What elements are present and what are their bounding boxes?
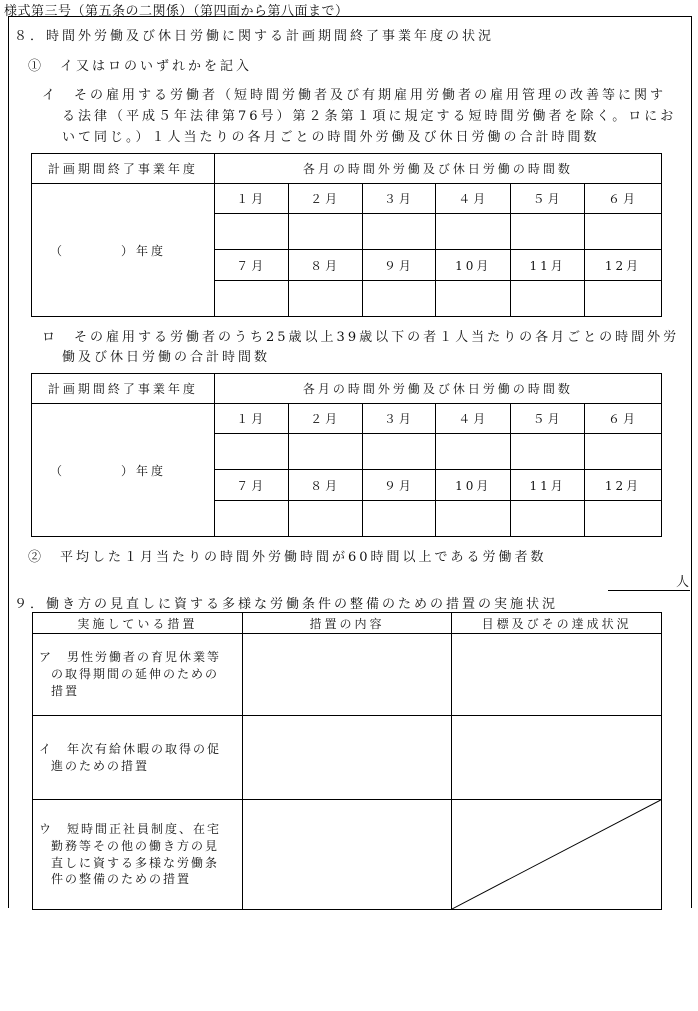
month-label: ７月 — [214, 250, 288, 281]
sub1-i-line2: る法律（平成５年法律第76号）第２条第１項に規定する短時間労働者を除く。ロにお — [62, 109, 677, 124]
month-label: ８月 — [288, 470, 362, 501]
col-header-fiscal-year: 計画期間終了事業年度 — [32, 374, 215, 404]
hours-input-cell[interactable] — [511, 281, 585, 317]
hours-input-cell[interactable] — [511, 434, 585, 470]
col-header-monthly-hours: 各月の時間外労働及び休日労働の時間数 — [214, 374, 661, 404]
month-label: 10月 — [436, 250, 511, 281]
measure-label-line: 件の整備のための措置 — [51, 872, 192, 887]
sub1-heading: ① イ又はロのいずれかを記入 — [28, 59, 253, 74]
measure-content-cell[interactable] — [242, 716, 452, 800]
month-label: ６月 — [585, 184, 662, 214]
sub1-ro-line2: 働及び休日労働の合計時間数 — [62, 350, 271, 365]
hours-input-cell[interactable] — [362, 434, 436, 470]
hours-input-cell[interactable] — [585, 281, 662, 317]
measures-table — [32, 612, 662, 910]
hours-input-cell[interactable] — [585, 501, 662, 537]
measure-goal-cell[interactable] — [452, 716, 662, 800]
year-open-paren: （ — [50, 463, 66, 478]
hours-input-cell[interactable] — [362, 214, 436, 250]
diagonal-strike-line — [452, 800, 661, 909]
month-label: ４月 — [436, 404, 511, 434]
month-label: ８月 — [288, 250, 362, 281]
hours-input-cell[interactable] — [511, 501, 585, 537]
measures-col-header: 目標及びその達成状況 — [452, 613, 662, 634]
col-header-fiscal-year: 計画期間終了事業年度 — [32, 154, 215, 184]
month-label: １月 — [214, 184, 288, 214]
month-label: ９月 — [362, 250, 436, 281]
month-label: 12月 — [585, 250, 662, 281]
col-header-monthly-hours: 各月の時間外労働及び休日労働の時間数 — [214, 154, 661, 184]
worker-count-unit: 人 — [676, 575, 693, 590]
measure-label-line: 直しに資する多様な労働条 — [51, 855, 220, 870]
month-label: ５月 — [511, 184, 585, 214]
month-label: ２月 — [288, 404, 362, 434]
month-label: 11月 — [511, 250, 585, 281]
month-label: ５月 — [511, 404, 585, 434]
month-label: 11月 — [511, 470, 585, 501]
hours-input-cell[interactable] — [214, 501, 288, 537]
hours-input-cell[interactable] — [511, 214, 585, 250]
year-close-label: ）年度 — [121, 243, 167, 258]
hours-input-cell[interactable] — [436, 501, 511, 537]
month-label: 10月 — [436, 470, 511, 501]
measure-row-label — [33, 800, 243, 910]
year-open-paren: （ — [50, 243, 66, 258]
measure-label-line: ウ 短時間正社員制度、在宅 — [39, 821, 222, 836]
measure-row-label — [33, 716, 243, 800]
hours-input-cell[interactable] — [288, 434, 362, 470]
hours-input-cell[interactable] — [436, 281, 511, 317]
hours-input-cell[interactable] — [362, 281, 436, 317]
month-label: ２月 — [288, 184, 362, 214]
measure-label-line: 進のための措置 — [51, 758, 150, 773]
frame-top-border — [8, 16, 691, 17]
measures-col-header: 措置の内容 — [242, 613, 452, 634]
fiscal-year-cell[interactable] — [32, 404, 215, 537]
hours-input-cell[interactable] — [585, 434, 662, 470]
monthly-hours-table-25-39 — [31, 373, 662, 537]
form-title: 様式第三号（第五条の二関係）（第四面から第八面まで） — [4, 4, 349, 19]
hours-input-cell[interactable] — [288, 214, 362, 250]
measure-label-line: 措置 — [51, 683, 80, 698]
hours-input-cell[interactable] — [585, 214, 662, 250]
month-label: 12月 — [585, 470, 662, 501]
section9-heading: ９．働き方の見直しに資する多様な労働条件の整備のための措置の実施状況 — [14, 597, 559, 612]
monthly-hours-table-all — [31, 153, 662, 317]
sub1-ro-line1: ロ その雇用する労働者のうち25歳以上39歳以下の者１人当たりの各月ごとの時間外労 — [42, 330, 680, 345]
hours-input-cell[interactable] — [214, 214, 288, 250]
month-label: ４月 — [436, 184, 511, 214]
measures-col-header: 実施している措置 — [33, 613, 243, 634]
measure-content-cell[interactable] — [242, 800, 452, 910]
measure-content-cell[interactable] — [242, 634, 452, 716]
hours-input-cell[interactable] — [288, 281, 362, 317]
hours-input-cell[interactable] — [436, 434, 511, 470]
sub1-i-line1: イ その雇用する労働者（短時間労働者及び有期雇用労働者の雇用管理の改善等に関す — [42, 88, 667, 103]
measure-goal-cell-struck — [452, 800, 662, 910]
section8-heading: ８．時間外労働及び休日労働に関する計画期間終了事業年度の状況 — [14, 29, 495, 44]
measure-label-line: ア 男性労働者の育児休業等 — [39, 650, 222, 665]
measure-goal-cell[interactable] — [452, 634, 662, 716]
hours-input-cell[interactable] — [214, 281, 288, 317]
hours-input-cell[interactable] — [362, 501, 436, 537]
sub1-i-line3: いて同じ。）１人当たりの各月ごとの時間外労働及び休日労働の合計時間数 — [62, 130, 600, 145]
sub2-heading: ② 平均した１月当たりの時間外労働時間が60時間以上である労働者数 — [28, 550, 547, 565]
measure-label-line: 勤務等その他の働き方の見 — [51, 838, 220, 853]
year-close-label: ）年度 — [121, 463, 167, 478]
month-label: ３月 — [362, 184, 436, 214]
hours-input-cell[interactable] — [214, 434, 288, 470]
hours-input-cell[interactable] — [288, 501, 362, 537]
month-label: ９月 — [362, 470, 436, 501]
measure-label-line: イ 年次有給休暇の取得の促 — [39, 741, 222, 756]
month-label: １月 — [214, 404, 288, 434]
fiscal-year-cell[interactable] — [32, 184, 215, 317]
measure-label-line: の取得期間の延伸のための — [51, 667, 220, 682]
frame-left-border — [8, 16, 9, 908]
month-label: ７月 — [214, 470, 288, 501]
frame-right-border — [691, 16, 692, 908]
month-label: ３月 — [362, 404, 436, 434]
measure-row-label — [33, 634, 243, 716]
hours-input-cell[interactable] — [436, 214, 511, 250]
month-label: ６月 — [585, 404, 662, 434]
